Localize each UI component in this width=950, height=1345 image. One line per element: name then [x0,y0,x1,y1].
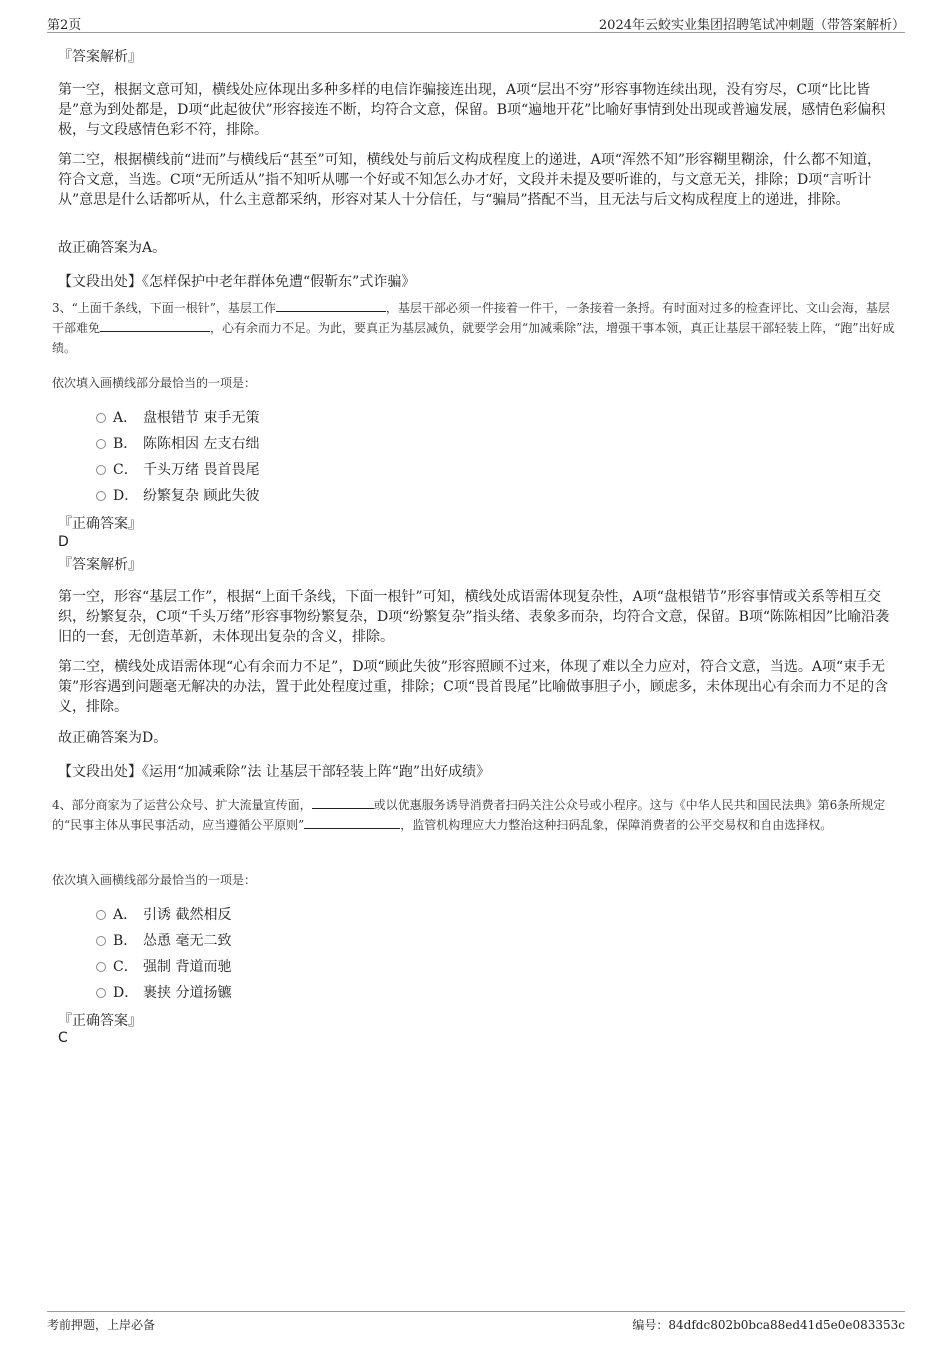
page-header [47,12,905,33]
q3-option-d[interactable]: D． 纷繁复杂 顾此失彼 [96,486,259,506]
q4-stem: 4、部分商家为了运营公众号、扩大流量宣传面， 或以优惠服务诱导消费者扫码关注公众号或小程序。这与《中华人民共和国民法典》第6条所规定的“民事主体从事民事活动，应当遵循公平原则” ，监管机构理应大力整治这种扫码乱象，保障消费者的公平交易权和自由选择权。 [52,798,886,832]
document-id: 编号：84dfdc802b0bca88ed41d5e0e083353c [632,1318,905,1332]
q2-conclusion: 故正确答案为A。 [58,240,167,256]
q3-analysis-title: 『答案解析』 [58,557,142,573]
q4-option-d[interactable]: D． 裹挟 分道扬镳 [96,983,231,1003]
radio-icon[interactable] [96,988,106,998]
q2-source: 【文段出处】《怎样保护中老年群体免遭“假靳东”式诈骗》 [58,274,416,290]
q2-analysis-p1: 第一空，根据文意可知，横线处应体现出多种多样的电信诈骗接连出现，A项“层出不穷”形容事物连续出现，没有穷尽，C项“比比皆是”意为到处都是，D项“此起彼伏”形容接连不断，均符合文意，保留。B项“遍地开花”比喻好事情到处出现或普遍发展，感情色彩偏积极，与文段感情色彩不符，排除。 [58,82,886,138]
q3-analysis-p2: 第二空，横线处成语需体现“心有余而力不足”，D项“顾此失彼”形容照顾不过来，体现了难以全力应对，符合文意，当选。A项“束手无策”形容遇到问题毫无解决的办法，置于此处程度过重，排除；C项“畏首畏尾”比喻做事胆子小，顾虑多，未体现出心有余而力不足的含义，排除。 [58,659,889,715]
radio-icon[interactable] [96,936,106,946]
q3-answer: D [58,534,69,550]
q4-answer: C [58,1030,68,1046]
q2-analysis-p2: 第二空，根据横线前“进而”与横线后“甚至”可知，横线处与前后文构成程度上的递进，A项“浑然不知”形容糊里糊涂，什么都不知道，符合文意，当选。C项“无所适从”指不知听从哪一个好或不知怎么办才好，文段并未提及要听谁的，与文意无关，排除；D项“言听计从”意思是什么话都听从，什么主意都采纳，形容对某人十分信任，与“骗局”搭配不当，且无法与后文构成程度上的递进，排除。 [58,152,882,208]
footer-slogan: 考前押题，上岸必备 [47,1318,156,1332]
q3-option-b[interactable]: B． 陈陈相因 左支右绌 [96,434,259,454]
q3-source: 【文段出处】《运用“加减乘除”法 让基层干部轻装上阵“跑”出好成绩》 [58,764,491,780]
q3-blank-2 [100,319,210,332]
radio-icon[interactable] [96,465,106,475]
q3-prompt: 依次填入画横线部分最恰当的一项是： [52,376,257,390]
q3-blank-1 [276,299,386,312]
document-title: 2024年云蛟实业集团招聘笔试冲刺题（带答案解析） [598,18,905,33]
radio-icon[interactable] [96,910,106,920]
q4-option-c[interactable]: C． 强制 背道而驰 [96,957,231,977]
page-footer [47,1311,905,1332]
q4-blank-1 [312,796,374,809]
q3-conclusion: 故正确答案为D。 [58,730,168,746]
q3-analysis-p1: 第一空，形容“基层工作”，根据“上面千条线，下面一根针”可知，横线处成语需体现复杂性，A项“盘根错节”形容事情或关系等相互交织，纷繁复杂，C项“千头万绪”形容事物纷繁复杂，D项“纷繁复杂”指头绪、表象多而杂，均符合文意，保留。B项“陈陈相因”比喻沿袭旧的一套，无创造革新，未体现出复杂的含义，排除。 [58,589,890,645]
q4-blank-2 [304,816,400,829]
q3-option-a[interactable]: A． 盘根错节 束手无策 [96,408,259,428]
q4-prompt: 依次填入画横线部分最恰当的一项是： [52,873,257,887]
page-number: 第2页 [47,18,82,33]
q3-stem: 3、“上面千条线，下面一根针”，基层工作 ，基层干部必须一件接着一件干，一条接着一条捋。有时面对过多的检查评比、文山会海，基层干部难免 ，心有余而力不足。为此，要真正为基层减负，就要学会用“加减乘除”法，增强干事本领，真正让基层干部轻装上阵，“跑”出好成绩。 [52,301,895,355]
radio-icon[interactable] [96,491,106,501]
q3-option-c[interactable]: C． 千头万绪 畏首畏尾 [96,460,259,480]
q2-analysis-title: 『答案解析』 [58,49,142,65]
q4-answer-title: 『正确答案』 [58,1013,142,1029]
radio-icon[interactable] [96,439,106,449]
q4-option-b[interactable]: B． 怂恿 毫无二致 [96,931,231,951]
radio-icon[interactable] [96,413,106,423]
q4-option-a[interactable]: A． 引诱 截然相反 [96,905,231,925]
radio-icon[interactable] [96,962,106,972]
q3-answer-title: 『正确答案』 [58,516,142,532]
